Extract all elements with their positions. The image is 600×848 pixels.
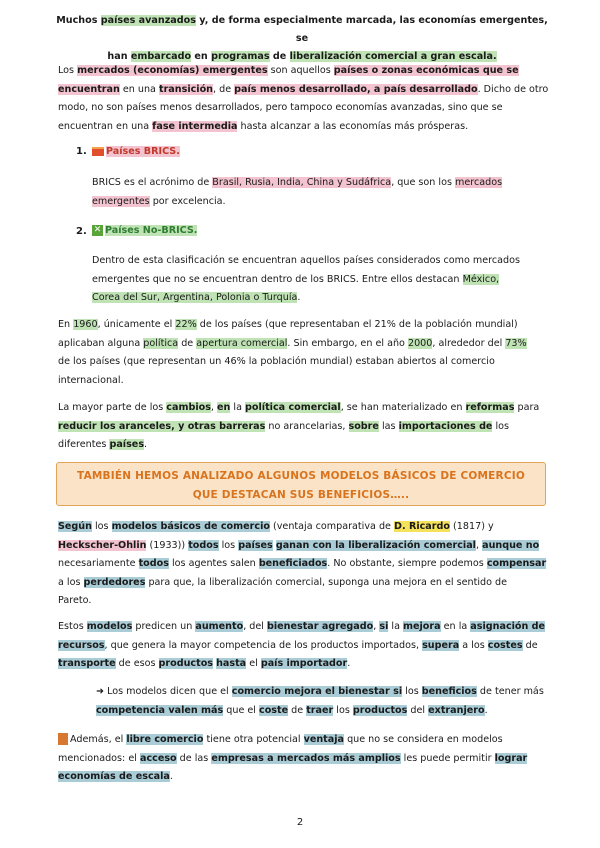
text-line xyxy=(58,316,548,335)
text-run: han xyxy=(107,51,131,62)
text-run: Muchos xyxy=(56,15,101,26)
highlighted-text: mercados (economías) emergentes xyxy=(77,65,268,76)
text-run: a los xyxy=(459,639,488,651)
highlighted-text: 2000 xyxy=(407,337,433,349)
text-run: de xyxy=(178,337,197,349)
text-run: aplicaban alguna xyxy=(58,337,144,349)
highlighted-text: reducir los aranceles, y otras barreras xyxy=(58,420,266,432)
ladder-icon xyxy=(58,733,68,745)
highlighted-text: beneficiados xyxy=(258,558,328,569)
highlighted-text: 1960 xyxy=(73,319,98,330)
brics-description xyxy=(92,174,552,211)
text-run: , xyxy=(210,402,218,413)
highlighted-text: transición xyxy=(158,83,214,95)
text-line xyxy=(58,518,550,537)
highlighted-text: mejora xyxy=(403,621,441,632)
highlighted-text: Heckscher-Ohlin xyxy=(58,539,147,551)
highlighted-text: bienestar agregado xyxy=(267,621,374,632)
highlighted-text: todos xyxy=(138,558,169,569)
flag-icon xyxy=(92,147,104,156)
text-run: Además, el xyxy=(70,734,127,745)
highlighted-text: sobre xyxy=(348,420,379,432)
text-run: tiene otra potencial xyxy=(203,734,304,745)
text-run: los xyxy=(492,420,510,432)
text-line xyxy=(92,252,552,271)
highlighted-text: en xyxy=(217,402,231,413)
highlighted-text: comercio mejora el bienestar si xyxy=(231,686,403,697)
text-line xyxy=(58,436,548,455)
text-line xyxy=(58,353,548,372)
highlighted-text: importaciones de xyxy=(398,420,493,432)
text-run: que el xyxy=(223,704,260,716)
text-line xyxy=(58,592,550,611)
list-heading-label: Países No-BRICS. xyxy=(105,225,198,236)
highlighted-text: aunque no xyxy=(482,539,540,551)
text-run: , xyxy=(373,621,380,632)
highlighted-text: modelos xyxy=(86,621,133,632)
text-line xyxy=(96,702,552,721)
intro-heading xyxy=(52,12,552,66)
text-run: . xyxy=(169,771,173,782)
highlighted-text: fase intermedia xyxy=(152,120,238,132)
text-run: La mayor parte de los xyxy=(58,402,167,413)
text-run: Dentro de esta clasificación se encuentran aquellos países considerados como mercados xyxy=(92,255,521,266)
text-line xyxy=(58,335,548,354)
highlighted-text: cambios xyxy=(166,402,211,413)
highlighted-text: encuentran xyxy=(58,83,120,95)
highlighted-text: ganan con la liberalización comercial xyxy=(275,539,476,551)
text-run: , alrededor del xyxy=(432,337,506,349)
text-run: emergentes que no se encuentran dentro de los BRICS. Entre ellos destacan xyxy=(92,273,463,285)
text-run: , xyxy=(475,539,483,551)
paragraph-basic-models xyxy=(58,518,550,611)
paragraph-policy-changes xyxy=(58,399,548,455)
highlighted-text: supera xyxy=(422,639,460,651)
highlighted-text: perdedores xyxy=(83,576,146,588)
text-run: predicen un xyxy=(132,621,196,632)
text-run: para que, la liberalización comercial, suponga una mejora en el sentido de xyxy=(145,576,508,588)
text-run: En xyxy=(58,319,74,330)
text-line xyxy=(58,62,548,81)
text-line xyxy=(92,289,552,308)
highlighted-text: Según xyxy=(58,521,92,532)
text-run: encuentran en una xyxy=(58,120,153,132)
text-run: modo, no son países menos desarrollados, pero tampoco economías avanzadas, sino que se xyxy=(58,102,503,113)
text-run: del xyxy=(407,704,429,716)
highlighted-text: liberalización comercial a gran escala. xyxy=(289,51,497,62)
paragraph-arrow-note xyxy=(96,683,552,720)
text-line xyxy=(58,537,550,556)
highlighted-text: extranjero xyxy=(428,704,485,716)
text-run: de los países (que representaban el 21% de la población mundial) xyxy=(196,319,518,330)
text-run: . xyxy=(484,704,488,716)
text-run: . Sin embargo, en el año xyxy=(287,337,408,349)
text-run: , que son los xyxy=(391,177,456,188)
text-line xyxy=(58,418,548,437)
callout-box xyxy=(56,462,546,506)
paragraph-emerging-markets xyxy=(58,62,548,136)
highlighted-text: modelos básicos de comercio xyxy=(111,521,270,532)
text-run: los xyxy=(91,521,112,532)
highlighted-text: países avanzados xyxy=(100,15,196,26)
highlighted-text: acceso xyxy=(139,752,177,764)
text-run: de las xyxy=(176,752,212,764)
text-run: por excelencia. xyxy=(149,195,226,207)
no-brics-description xyxy=(92,252,552,308)
text-run: Estos xyxy=(58,621,87,632)
highlighted-text: apertura comercial xyxy=(196,337,288,349)
list-number: 1. xyxy=(76,146,87,157)
text-run: en una xyxy=(119,83,159,95)
text-line xyxy=(58,81,548,100)
text-run: . No obstante, siempre podemos xyxy=(327,558,487,569)
text-run: no arancelarias, xyxy=(265,420,349,432)
text-run: la xyxy=(388,621,404,632)
text-run: (1933)) xyxy=(146,539,189,551)
highlighted-text: beneficios xyxy=(421,686,477,697)
text-run: hasta alcanzar a las economías más prósperas. xyxy=(237,120,469,132)
paragraph-model-predictions xyxy=(58,618,550,674)
highlighted-text: productos xyxy=(352,704,408,716)
text-run: en xyxy=(191,51,212,62)
highlighted-text: Brasil, Rusia, India, China y Sudáfrica xyxy=(212,177,392,188)
highlighted-text: México, xyxy=(462,273,500,285)
text-run: internacional. xyxy=(58,374,124,386)
text-line xyxy=(58,655,550,674)
highlighted-text: emergentes xyxy=(92,195,150,207)
text-line xyxy=(92,193,552,212)
text-run: , que genera la mayor competencia de los productos importados, xyxy=(104,639,423,651)
text-line xyxy=(58,768,550,787)
highlighted-text: lograr xyxy=(494,752,528,764)
text-run: BRICS es el acrónimo de xyxy=(92,177,213,188)
text-run: (ventaja comparativa de xyxy=(269,521,394,532)
text-run: ➜ Los modelos dicen que el xyxy=(96,686,232,697)
text-line xyxy=(58,618,550,637)
highlighted-text: países xyxy=(109,439,145,450)
highlighted-text: asignación de xyxy=(470,621,546,632)
highlighted-text: costes xyxy=(487,639,523,651)
text-line xyxy=(70,734,503,745)
highlighted-text: aumento xyxy=(195,621,244,632)
text-line xyxy=(58,574,550,593)
highlighted-text: 22% xyxy=(175,319,197,330)
text-run: y, de forma especialmente marcada, las economías emergentes, se xyxy=(195,15,548,44)
paragraph-trade-opening xyxy=(58,316,548,390)
highlighted-text: traer xyxy=(306,704,334,716)
highlighted-text: compensar xyxy=(486,558,547,569)
highlighted-text: coste xyxy=(259,704,289,716)
highlighted-text: si xyxy=(379,621,389,632)
text-line xyxy=(92,271,552,290)
text-run: , únicamente el xyxy=(97,319,176,330)
highlighted-text: reformas xyxy=(465,402,515,413)
text-run: , del xyxy=(243,621,268,632)
intro-heading-line xyxy=(52,12,552,48)
list-heading-no-brics xyxy=(92,222,197,241)
list-heading-brics xyxy=(92,143,180,162)
callout-line: QUE DESTACAN SUS BENEFICIOS….. xyxy=(192,489,410,501)
highlighted-text: hasta xyxy=(216,658,247,669)
highlighted-text: países xyxy=(238,539,273,551)
highlighted-text: país importador xyxy=(260,658,348,669)
text-run: de tener más xyxy=(476,686,544,697)
text-line xyxy=(58,99,548,118)
text-run: de xyxy=(269,51,290,62)
paragraph-free-trade-text xyxy=(58,734,550,787)
text-run: a los xyxy=(58,576,84,588)
text-run: el xyxy=(246,658,261,669)
text-run: los xyxy=(218,539,239,551)
highlighted-text: recursos xyxy=(58,639,105,651)
highlighted-text: competencia valen más xyxy=(96,704,224,716)
highlighted-text: países o zonas económicas que se xyxy=(333,65,519,76)
text-run: la xyxy=(230,402,246,413)
highlighted-text: mercados xyxy=(455,177,503,188)
text-line xyxy=(58,118,548,137)
highlighted-text: productos xyxy=(158,658,214,669)
text-run: las xyxy=(378,420,399,432)
text-run: (1817) y xyxy=(449,521,494,532)
text-run: son aquellos xyxy=(267,65,334,76)
text-run: . xyxy=(297,292,301,303)
text-run: , de xyxy=(213,83,235,95)
page-number: 2 xyxy=(296,817,304,828)
highlighted-text: todos xyxy=(188,539,219,551)
text-run: . Dicho de otro xyxy=(477,83,549,95)
text-line xyxy=(92,174,552,193)
text-run: , se han materializado en xyxy=(340,402,466,413)
highlighted-text: economías de escala xyxy=(58,771,170,782)
text-run: en la xyxy=(440,621,471,632)
list-heading-label: Países BRICS. xyxy=(106,146,180,157)
highlighted-text: empresas a mercados más amplios xyxy=(211,752,401,764)
text-line xyxy=(58,399,548,418)
text-run: les puede permitir xyxy=(400,752,495,764)
text-run: Los xyxy=(58,65,78,76)
highlighted-text: libre comercio xyxy=(126,734,204,745)
list-number: 2. xyxy=(76,226,87,237)
highlighted-text: política comercial xyxy=(245,402,341,413)
text-run: de los países (que representan un 46% la población mundial) estaban abiertos al comercio xyxy=(58,356,495,367)
highlighted-text: transporte xyxy=(58,658,116,669)
text-line xyxy=(58,555,550,574)
highlighted-text: programas xyxy=(211,51,270,62)
text-run: los xyxy=(333,704,353,716)
highlighted-text: país menos desarrollado, a país desarrollado xyxy=(234,83,478,95)
text-run: de xyxy=(288,704,307,716)
text-run: los agentes salen xyxy=(168,558,259,569)
highlighted-text: ventaja xyxy=(303,734,345,745)
text-line xyxy=(96,683,552,702)
text-line xyxy=(58,637,550,656)
text-run: mencionados: el xyxy=(58,752,140,764)
text-line xyxy=(58,372,548,391)
text-run: que no se considera en modelos xyxy=(344,734,503,745)
highlighted-text: 73% xyxy=(505,337,527,349)
text-run: de xyxy=(522,639,538,651)
callout-line: TAMBIÉN HEMOS ANALIZADO ALGUNOS MODELOS BÁSICOS DE COMERCIO xyxy=(77,470,525,482)
highlighted-text: política xyxy=(143,337,179,349)
text-run: diferentes xyxy=(58,439,110,450)
highlighted-text: D. Ricardo xyxy=(394,521,450,532)
highlighted-text: embarcado xyxy=(130,51,192,62)
text-line xyxy=(58,750,550,769)
text-run: de esos xyxy=(115,658,159,669)
text-run: para xyxy=(514,402,540,413)
text-run: . xyxy=(347,658,351,669)
text-run: los xyxy=(402,686,422,697)
text-run: necesariamente xyxy=(58,558,139,569)
highlighted-text: Corea del Sur, Argentina, Polonia o Turquía xyxy=(92,292,298,303)
cross-box-icon: ✕ xyxy=(93,224,102,235)
text-run: Pareto. xyxy=(58,595,92,606)
text-run: . xyxy=(144,439,148,450)
paragraph-free-trade xyxy=(58,731,550,787)
